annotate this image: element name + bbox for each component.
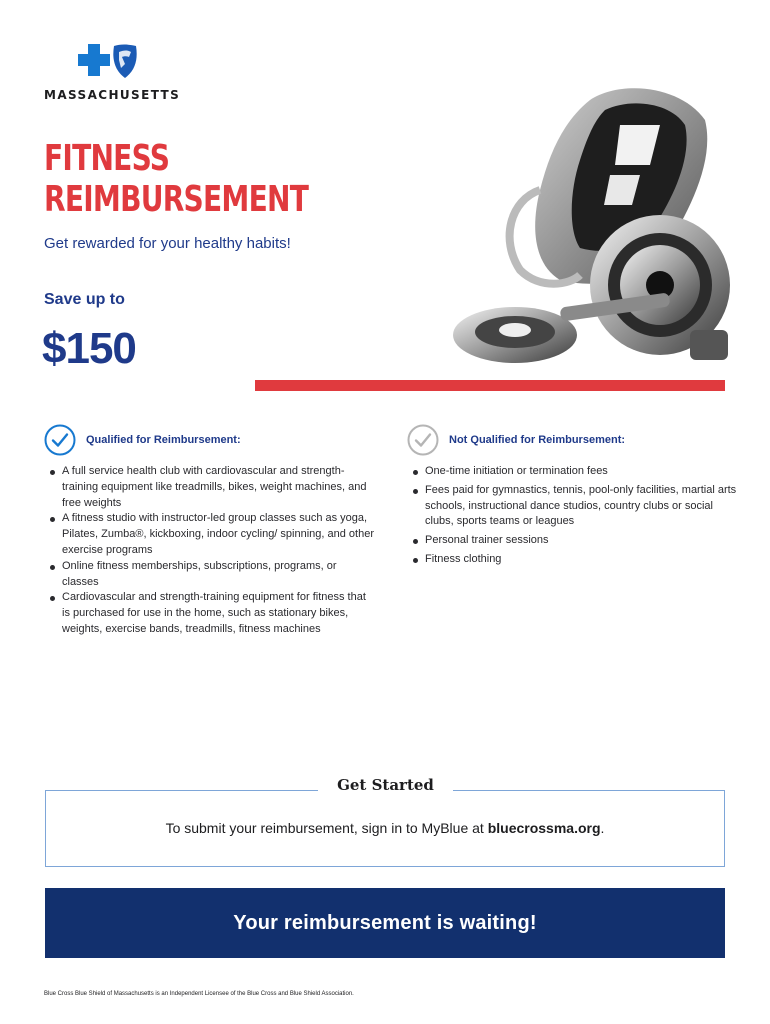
not-qualified-section bbox=[407, 424, 737, 571]
sneaker-weights-image bbox=[440, 80, 730, 370]
qualified-list bbox=[44, 464, 374, 638]
reimbursement-banner bbox=[45, 888, 725, 958]
list-item: Personal trainer sessions bbox=[413, 533, 737, 549]
not-qualified-list bbox=[407, 464, 737, 568]
get-started-label: Get Started bbox=[318, 776, 453, 794]
footer-disclaimer: Blue Cross Blue Shield of Massachusetts is an Independent Licensee of the Blue Cross and Blue Shield Association. bbox=[44, 991, 354, 997]
title-line-1: FITNESS bbox=[44, 138, 170, 179]
tagline: Get rewarded for your healthy habits! bbox=[44, 235, 291, 252]
bluecrossma-link[interactable]: bluecrossma.org bbox=[487, 820, 601, 836]
brand-name: MASSACHUSETTS bbox=[44, 88, 181, 102]
get-started-suffix: . bbox=[600, 820, 605, 836]
banner-text: Your reimbursement is waiting! bbox=[233, 911, 537, 934]
title-line-2: REIMBURSEMENT bbox=[44, 179, 309, 220]
list-item: A fitness studio with instructor-led group classes such as yoga, Pilates, Zumba®, kickboxing, indoor cycling/ spinning, and other exercise programs bbox=[50, 511, 374, 558]
qualified-header bbox=[44, 424, 374, 456]
list-item: Online fitness memberships, subscriptions, programs, or classes bbox=[50, 559, 374, 591]
list-item: Fees paid for gymnastics, tennis, pool-only facilities, martial arts schools, instructional dance studios, country clubs or social clubs, sports teams or leagues bbox=[413, 483, 737, 530]
list-item: A full service health club with cardiovascular and strength-training equipment like treadmills, bikes, weight machines, and free weights bbox=[50, 464, 374, 511]
check-circle-icon bbox=[44, 424, 76, 456]
list-item: Cardiovascular and strength-training equipment for fitness that is purchased for use in the home, such as stationary bikes, weights, exercise bands, treadmills, fitness machines bbox=[50, 590, 374, 637]
qualified-section bbox=[44, 424, 374, 638]
cross-shield-icon bbox=[78, 44, 142, 84]
check-circle-gray-icon bbox=[407, 424, 439, 456]
get-started-text bbox=[45, 820, 725, 836]
list-item: Fitness clothing bbox=[413, 552, 737, 568]
get-started-prefix: To submit your reimbursement, sign in to MyBlue at bbox=[165, 820, 488, 836]
list-item: One-time initiation or termination fees bbox=[413, 464, 737, 480]
not-qualified-heading: Not Qualified for Reimbursement: bbox=[449, 434, 626, 446]
bcbs-logo bbox=[44, 44, 184, 106]
reimbursement-amount: $150 bbox=[42, 324, 136, 373]
not-qualified-header bbox=[407, 424, 737, 456]
save-up-label: Save up to bbox=[44, 291, 125, 308]
page-title bbox=[44, 138, 308, 220]
accent-bar bbox=[255, 380, 725, 391]
qualified-heading: Qualified for Reimbursement: bbox=[86, 434, 241, 446]
